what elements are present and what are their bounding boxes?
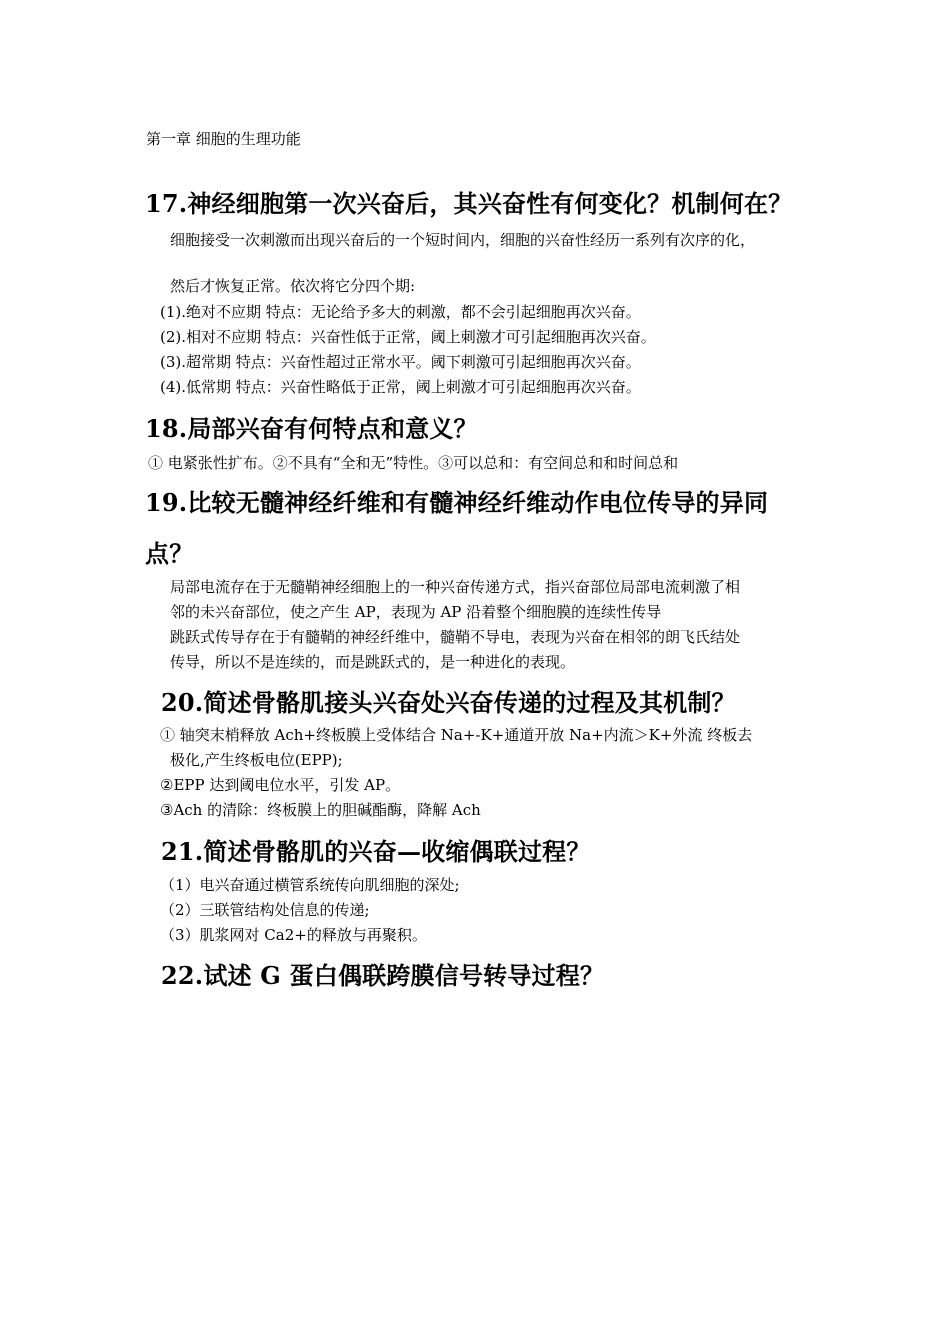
- question-21-line-3: （3）肌浆网对 Ca2+的释放与再聚积。: [160, 926, 427, 944]
- question-20-title: 20.简述骨骼肌接头兴奋处兴奋传递的过程及其机制？: [161, 688, 736, 717]
- question-19-line-4: 传导，所以不是连续的，而是跳跃式的，是一种进化的表现。: [170, 653, 576, 671]
- question-17-title: 17.神经细胞第一次兴奋后，其兴奋性有何变化？机制何在？: [145, 189, 793, 218]
- question-20-line-3: ②EPP 达到阈电位水平，引发 AP。: [160, 776, 401, 794]
- question-22-title: 22.试述 G 蛋白偶联跨膜信号转导过程？: [161, 961, 605, 990]
- question-17-item-1: (1).绝对不应期 特点：无论给予多大的刺激，都不会引起细胞再次兴奋。: [160, 303, 641, 321]
- question-18-answer: ① 电紧张性扩布。②不具有“全和无”特性。③可以总和：有空间总和和时间总和: [148, 454, 679, 472]
- question-17-item-4: (4).低常期 特点：兴奋性略低于正常，阈上刺激才可引起细胞再次兴奋。: [160, 378, 641, 396]
- question-19-line-3: 跳跃式传导存在于有髓鞘的神经纤维中，髓鞘不导电，表现为兴奋在相邻的朗飞氏结处: [170, 628, 741, 646]
- question-17-intro-line-2: 然后才恢复正常。依次将它分四个期:: [170, 277, 416, 295]
- question-20-line-1: ① 轴突末梢释放 Ach+终板膜上受体结合 Na+-K+通道开放 Na+内流＞K+外流 终板去: [160, 726, 753, 744]
- question-19-line-2: 邻的未兴奋部位，使之产生 AP，表现为 AP 沿着整个细胞膜的连续性传导: [170, 603, 662, 621]
- question-20-line-2: 极化,产生终板电位(EPP);: [170, 751, 343, 769]
- question-19-title-line-1: 19.比较无髓神经纤维和有髓神经纤维动作电位传导的异同: [145, 488, 769, 517]
- question-21-line-2: （2）三联管结构处信息的传递;: [160, 901, 370, 919]
- question-21-line-1: （1）电兴奋通过横管系统传向肌细胞的深处;: [160, 876, 460, 894]
- question-19-line-1: 局部电流存在于无髓鞘神经细胞上的一种兴奋传递方式，指兴奋部位局部电流刺激了相: [170, 578, 741, 596]
- question-21-title: 21.简述骨骼肌的兴奋—收缩偶联过程？: [161, 837, 591, 866]
- question-20-line-4: ③Ach 的清除：终板膜上的胆碱酯酶，降解 Ach: [160, 801, 481, 819]
- question-17-intro-line-1: 细胞接受一次刺激而出现兴奋后的一个短时间内，细胞的兴奋性经历一系列有次序的化，: [170, 231, 756, 249]
- question-19-title-line-2: 点？: [145, 539, 194, 568]
- question-17-item-2: (2).相对不应期 特点：兴奋性低于正常，阈上刺激才可引起细胞再次兴奋。: [160, 328, 656, 346]
- question-17-item-3: (3).超常期 特点：兴奋性超过正常水平。阈下刺激可引起细胞再次兴奋。: [160, 353, 641, 371]
- question-18-title: 18.局部兴奋有何特点和意义？: [145, 414, 478, 443]
- chapter-heading: 第一章 细胞的生理功能: [146, 130, 301, 148]
